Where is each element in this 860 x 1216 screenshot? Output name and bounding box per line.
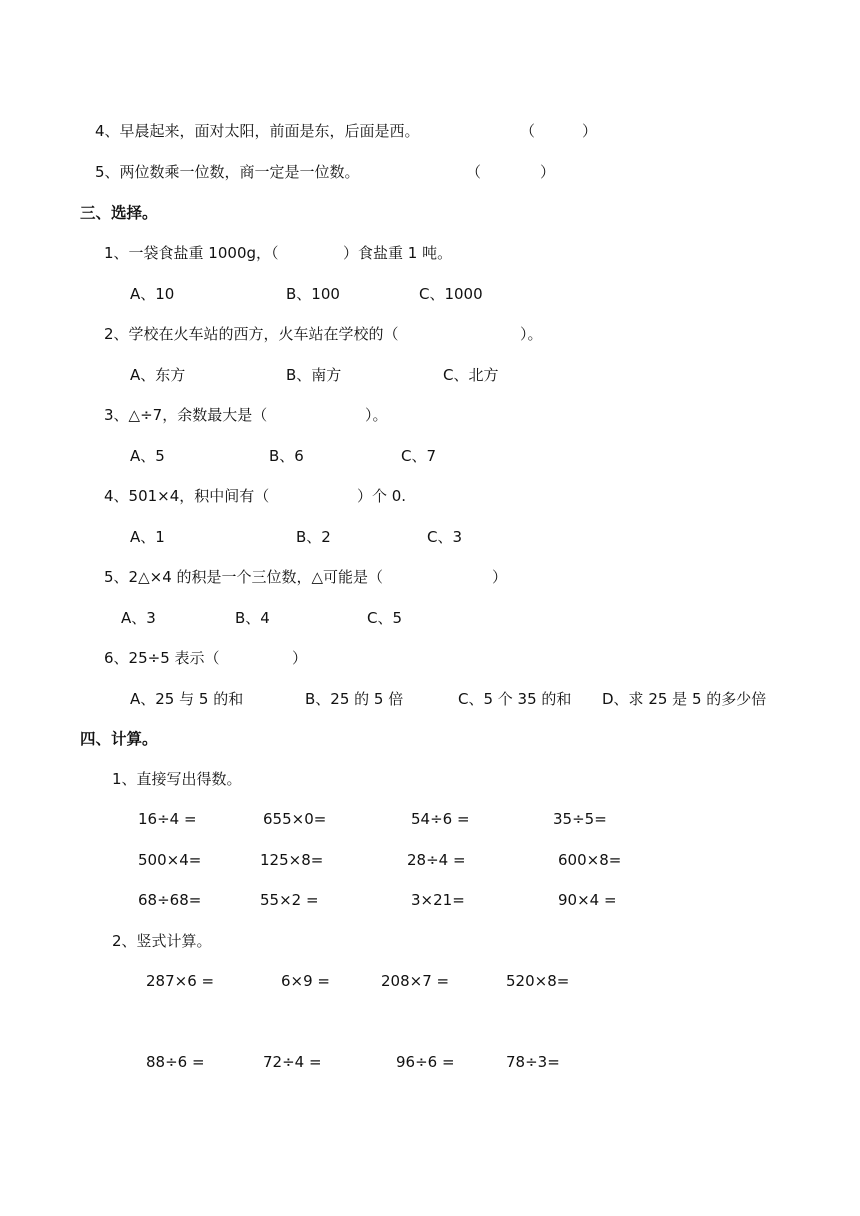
choice-q4-option-b: B、2 [296, 528, 331, 546]
choice-q4-tail: ）个 0. [357, 487, 407, 505]
oral-calc-item: 28÷4 = [407, 851, 466, 869]
oral-calc-item: 125×8= [260, 851, 324, 869]
choice-q3-text: 3、△÷7，余数最大是（ [104, 406, 268, 424]
choice-q2-option-b: B、南方 [286, 366, 342, 384]
judge-q5-close-paren: ） [540, 163, 556, 181]
choice-q6-option-d: D、求 25 是 5 的多少倍 [602, 690, 767, 708]
oral-calc-item: 500×4= [138, 851, 202, 869]
vertical-calc-item: 287×6 = [146, 972, 215, 990]
choice-q1-option-b: B、100 [286, 285, 340, 303]
choice-q4-option-a: A、1 [130, 528, 165, 546]
oral-calc-item: 55×2 = [260, 891, 319, 909]
judge-q5-open-paren: （ [466, 163, 482, 181]
choice-q5-option-b: B、4 [235, 609, 270, 627]
choice-q3-tail: ）。 [365, 406, 388, 424]
choice-q1-tail: ）食盐重 1 吨。 [343, 244, 453, 262]
choice-q5-option-a: A、3 [121, 609, 156, 627]
oral-calc-item: 54÷6 = [411, 810, 470, 828]
oral-calc-item: 3×21= [411, 891, 465, 909]
choice-q5-option-c: C、5 [367, 609, 403, 627]
choice-q6-option-a: A、25 与 5 的和 [130, 690, 244, 708]
choice-q2-option-a: A、东方 [130, 366, 186, 384]
calc-part2-title: 2、竖式计算。 [112, 932, 212, 950]
judge-q5-text: 5、两位数乘一位数，商一定是一位数。 [95, 163, 360, 181]
section-3-title: 三、选择。 [80, 204, 158, 222]
choice-q4-text: 4、501×4，积中间有（ [104, 487, 270, 505]
choice-q3-option-a: A、5 [130, 447, 165, 465]
oral-calc-item: 655×0= [263, 810, 327, 828]
section-4-title: 四、计算。 [80, 730, 158, 748]
oral-calc-item: 90×4 = [558, 891, 617, 909]
choice-q5-text: 5、2△×4 的积是一个三位数，△可能是（ [104, 568, 384, 586]
choice-q6-tail: ） [292, 649, 308, 667]
vertical-calc-item: 208×7 = [381, 972, 450, 990]
oral-calc-item: 68÷68= [138, 891, 202, 909]
choice-q6-text: 6、25÷5 表示（ [104, 649, 220, 667]
choice-q1-option-c: C、1000 [419, 285, 483, 303]
choice-q5-tail: ） [492, 568, 508, 586]
judge-q4-open-paren: （ [520, 122, 536, 140]
vertical-calc-item: 520×8= [506, 972, 570, 990]
vertical-calc-item: 96÷6 = [396, 1053, 455, 1071]
vertical-calc-item: 78÷3= [506, 1053, 560, 1071]
choice-q6-option-c: C、5 个 35 的和 [458, 690, 572, 708]
choice-q2-text: 2、学校在火车站的西方，火车站在学校的（ [104, 325, 399, 343]
choice-q3-option-b: B、6 [269, 447, 304, 465]
vertical-calc-item: 6×9 = [281, 972, 330, 990]
judge-q4-text: 4、早晨起来，面对太阳，前面是东，后面是西。 [95, 122, 420, 140]
choice-q3-option-c: C、7 [401, 447, 437, 465]
choice-q2-tail: ）。 [520, 325, 543, 343]
choice-q6-option-b: B、25 的 5 倍 [305, 690, 404, 708]
choice-q2-option-c: C、北方 [443, 366, 499, 384]
oral-calc-item: 16÷4 = [138, 810, 197, 828]
oral-calc-item: 600×8= [558, 851, 622, 869]
choice-q4-option-c: C、3 [427, 528, 463, 546]
calc-part1-title: 1、直接写出得数。 [112, 770, 242, 788]
vertical-calc-item: 72÷4 = [263, 1053, 322, 1071]
choice-q1-text: 1、一袋食盐重 1000g，（ [104, 244, 279, 262]
oral-calc-item: 35÷5= [553, 810, 607, 828]
choice-q1-option-a: A、10 [130, 285, 175, 303]
judge-q4-close-paren: ） [582, 122, 598, 140]
vertical-calc-item: 88÷6 = [146, 1053, 205, 1071]
